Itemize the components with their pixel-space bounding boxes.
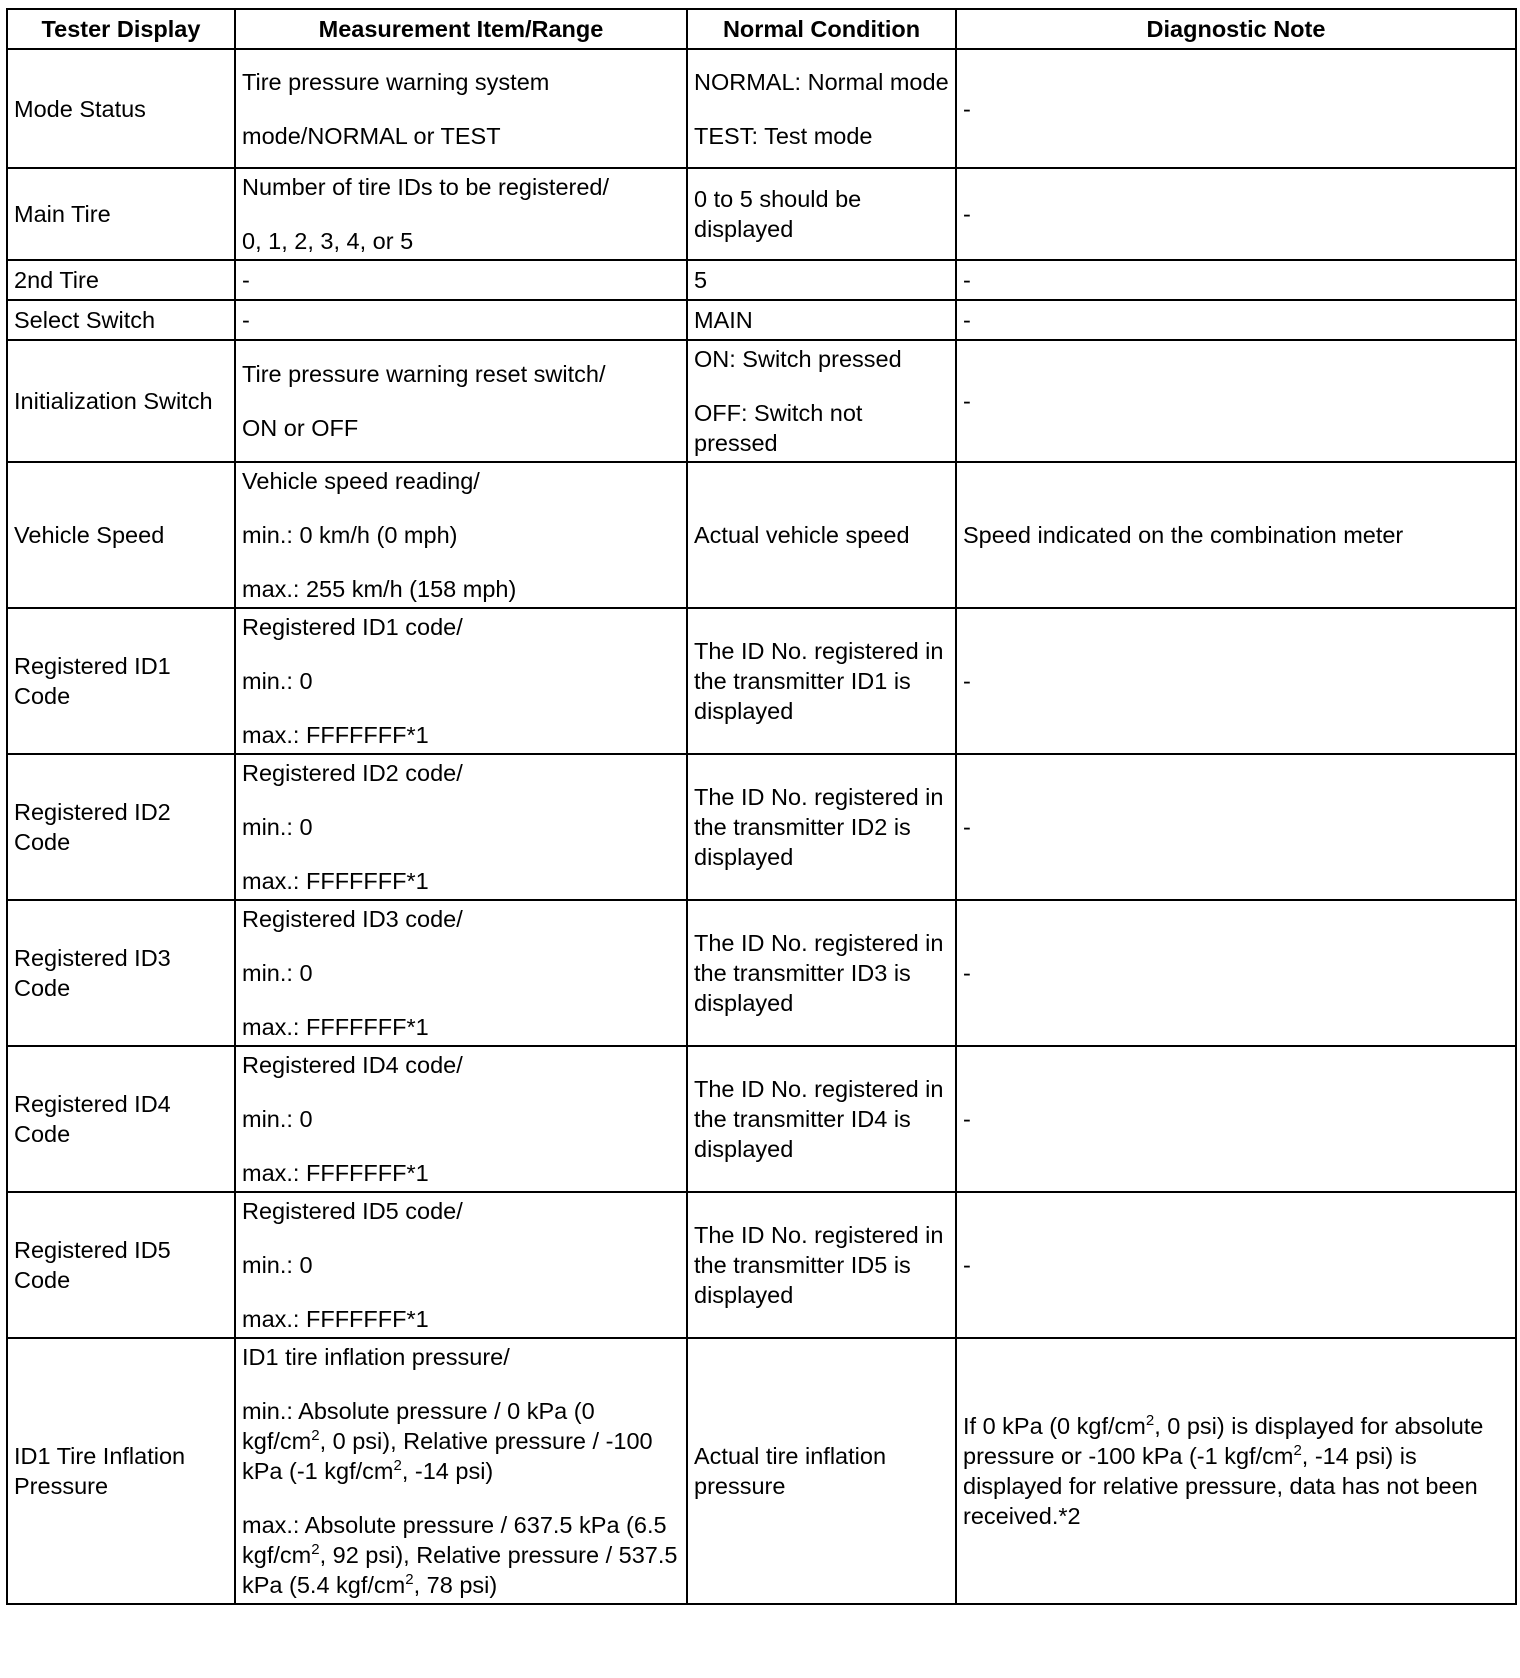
cell-diagnostic-note: If 0 kPa (0 kgf/$cm^2$, 0 psi) is displayed for absolute pressure or -100 kPa (-1 kgf/$cm^2$, -14 psi) is displayed for relative pressure, data has not been received.*2 (956, 1338, 1516, 1604)
cell-diagnostic-note: - (956, 168, 1516, 260)
range-line: Vehicle speed reading/ (242, 468, 480, 494)
range-line: ID1 tire inflation pressure/ (242, 1344, 510, 1370)
range-line: min.: 0 (242, 814, 313, 840)
cell-measurement-range (235, 260, 687, 300)
table-row (7, 49, 1516, 168)
cell-diagnostic-note: - (956, 340, 1516, 462)
cell-normal-condition (687, 1192, 956, 1338)
cell-measurement-range (235, 1338, 687, 1604)
header-measurement-item-range: Measurement Item/Range (235, 9, 687, 49)
normal-condition-line: ON: Switch pressed (694, 346, 902, 372)
table-row (7, 462, 1516, 608)
cell-normal-condition (687, 260, 956, 300)
cell-measurement-range (235, 49, 687, 168)
cell-diagnostic-note: - (956, 1046, 1516, 1192)
table-row (7, 300, 1516, 340)
normal-condition-line: OFF: Switch not pressed (694, 400, 863, 456)
cell-diagnostic-note: - (956, 608, 1516, 754)
table-row (7, 608, 1516, 754)
cell-measurement-range (235, 608, 687, 754)
normal-condition-line: 5 (694, 267, 708, 293)
header-normal-condition: Normal Condition (687, 9, 956, 49)
range-line: Tire pressure warning system (242, 68, 550, 95)
range-line: - (242, 267, 250, 293)
cell-diagnostic-note: - (956, 754, 1516, 900)
range-line: min.: 0 (242, 668, 313, 694)
header-diagnostic-note: Diagnostic Note (956, 9, 1516, 49)
cell-normal-condition (687, 754, 956, 900)
table-row (7, 1192, 1516, 1338)
range-line: min.: 0 (242, 1106, 313, 1132)
normal-condition-line: TEST: Test mode (694, 122, 873, 149)
cell-measurement-range (235, 900, 687, 1046)
cell-diagnostic-note: - (956, 1192, 1516, 1338)
cell-normal-condition (687, 1338, 956, 1604)
cell-measurement-range (235, 300, 687, 340)
cell-normal-condition (687, 49, 956, 168)
range-line: max.: Absolute pressure / 637.5 kPa (6.5 kgf/$cm^2$, 92 psi), Relative pressure / 537.5 kPa (5.4 kgf/$cm^2$, 78 psi) (242, 1512, 678, 1598)
cell-tester-display: Mode Status (7, 49, 235, 168)
range-line: ON or OFF (242, 415, 359, 441)
range-line: Registered ID1 code/ (242, 614, 463, 640)
cell-normal-condition (687, 900, 956, 1046)
normal-condition-line: The ID No. registered in the transmitter ID2 is displayed (694, 784, 944, 870)
cell-tester-display: Select Switch (7, 300, 235, 340)
normal-condition-line: NORMAL: Normal mode (694, 68, 949, 95)
range-line: max.: FFFFFFF*1 (242, 1014, 429, 1040)
range-line: Registered ID4 code/ (242, 1052, 463, 1078)
cell-tester-display: Registered ID1 Code (7, 608, 235, 754)
table-row (7, 1338, 1516, 1604)
cell-measurement-range (235, 462, 687, 608)
table-row (7, 168, 1516, 260)
normal-condition-line: MAIN (694, 307, 753, 333)
range-line: max.: FFFFFFF*1 (242, 868, 429, 894)
diagnostic-data-table (6, 8, 1517, 1605)
cell-normal-condition (687, 340, 956, 462)
table-row (7, 1046, 1516, 1192)
cell-measurement-range (235, 1046, 687, 1192)
cell-normal-condition (687, 168, 956, 260)
range-line: Tire pressure warning reset switch/ (242, 361, 606, 387)
cell-normal-condition (687, 1046, 956, 1192)
normal-condition-line: Actual tire inflation pressure (694, 1443, 887, 1499)
range-line: - (242, 307, 250, 333)
range-line: max.: FFFFFFF*1 (242, 1160, 429, 1186)
cell-tester-display: Vehicle Speed (7, 462, 235, 608)
range-line: min.: 0 (242, 1252, 313, 1278)
table-body (7, 49, 1516, 1604)
range-line: min.: 0 (242, 960, 313, 986)
range-line: mode/NORMAL or TEST (242, 122, 501, 149)
cell-measurement-range (235, 1192, 687, 1338)
cell-measurement-range (235, 168, 687, 260)
range-line: min.: Absolute pressure / 0 kPa (0 kgf/$cm^2$, 0 psi), Relative pressure / -100 kPa (-1 kgf/$cm^2$, -14 psi) (242, 1398, 653, 1484)
cell-normal-condition (687, 462, 956, 608)
table-header-row (7, 9, 1516, 49)
normal-condition-line: The ID No. registered in the transmitter ID1 is displayed (694, 638, 944, 724)
cell-tester-display: Registered ID2 Code (7, 754, 235, 900)
cell-measurement-range (235, 754, 687, 900)
cell-diagnostic-note: - (956, 300, 1516, 340)
range-line: Registered ID5 code/ (242, 1198, 463, 1224)
range-line: max.: FFFFFFF*1 (242, 1306, 429, 1332)
cell-measurement-range (235, 340, 687, 462)
table-row (7, 900, 1516, 1046)
normal-condition-line: The ID No. registered in the transmitter ID4 is displayed (694, 1076, 944, 1162)
cell-diagnostic-note: - (956, 900, 1516, 1046)
range-line: Registered ID2 code/ (242, 760, 463, 786)
cell-diagnostic-note: Speed indicated on the combination meter (956, 462, 1516, 608)
normal-condition-line: The ID No. registered in the transmitter ID5 is displayed (694, 1222, 944, 1308)
cell-tester-display: Registered ID5 Code (7, 1192, 235, 1338)
range-line: max.: FFFFFFF*1 (242, 722, 429, 748)
cell-tester-display: Registered ID3 Code (7, 900, 235, 1046)
range-line: 0, 1, 2, 3, 4, or 5 (242, 228, 414, 254)
cell-diagnostic-note: - (956, 260, 1516, 300)
normal-condition-line: 0 to 5 should be displayed (694, 186, 862, 242)
normal-condition-line: Actual vehicle speed (694, 522, 910, 548)
range-line: Registered ID3 code/ (242, 906, 463, 932)
cell-normal-condition (687, 300, 956, 340)
header-tester-display: Tester Display (7, 9, 235, 49)
cell-tester-display: Main Tire (7, 168, 235, 260)
cell-tester-display: ID1 Tire Inflation Pressure (7, 1338, 235, 1604)
table-row (7, 260, 1516, 300)
cell-diagnostic-note: - (956, 49, 1516, 168)
cell-tester-display: Registered ID4 Code (7, 1046, 235, 1192)
range-line: Number of tire IDs to be registered/ (242, 174, 610, 200)
cell-tester-display: 2nd Tire (7, 260, 235, 300)
range-line: max.: 255 km/h (158 mph) (242, 576, 517, 602)
cell-tester-display: Initialization Switch (7, 340, 235, 462)
normal-condition-line: The ID No. registered in the transmitter ID3 is displayed (694, 930, 944, 1016)
table-row (7, 754, 1516, 900)
range-line: min.: 0 km/h (0 mph) (242, 522, 458, 548)
cell-normal-condition (687, 608, 956, 754)
table-row (7, 340, 1516, 462)
